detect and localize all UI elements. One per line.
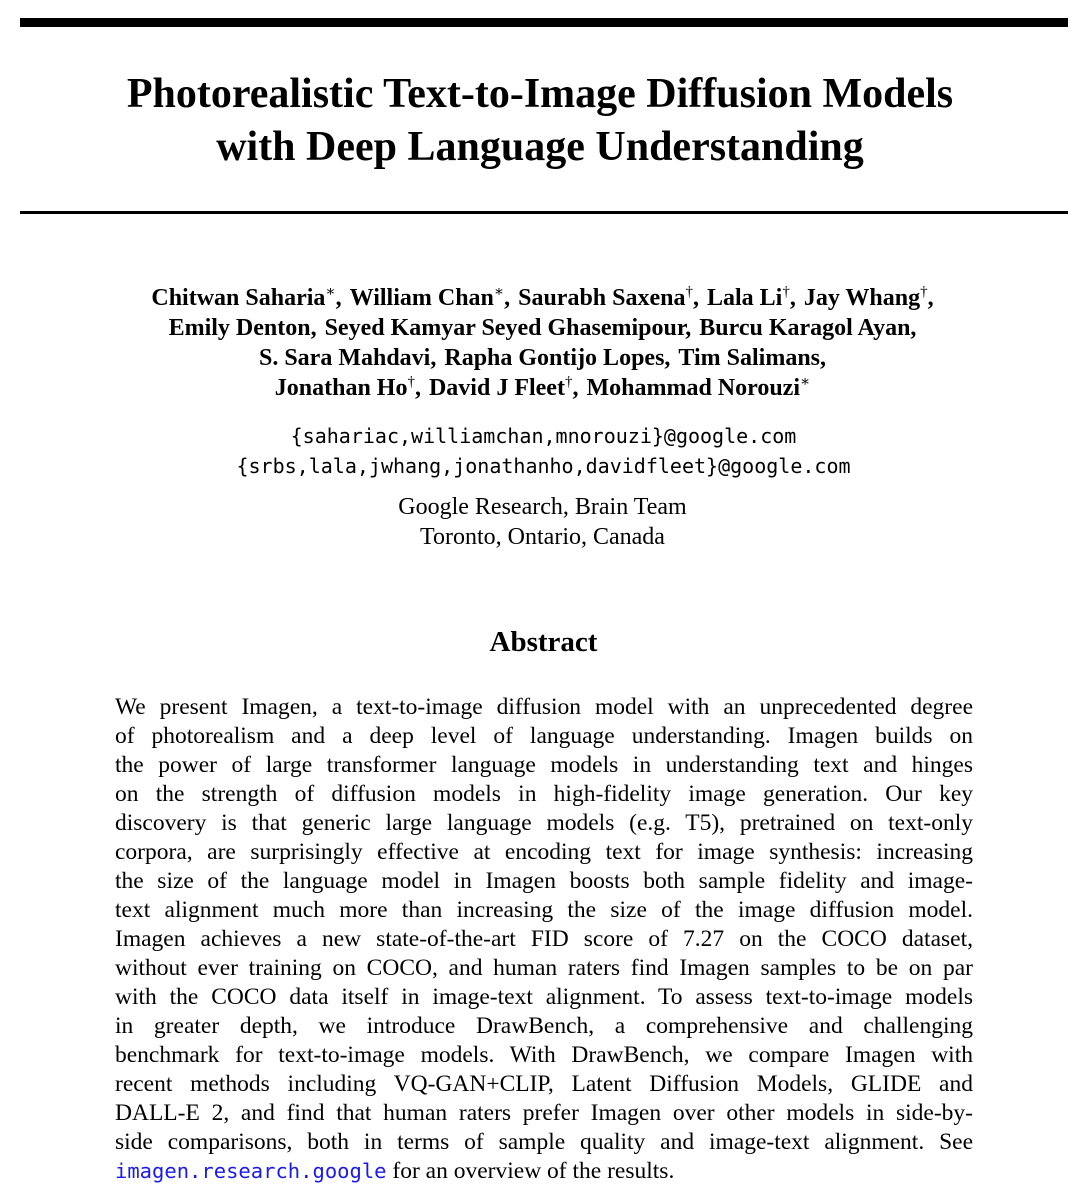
author <box>699 315 916 341</box>
author-line-4 <box>0 373 1080 403</box>
author-name: S. Sara Mahdavi <box>258 345 431 371</box>
author <box>325 315 692 341</box>
author-emails <box>0 421 1080 481</box>
abstract-line: without ever training on COCO, and human raters find Imagen samples to be on par <box>115 955 973 981</box>
abstract-line: the power of large transformer language models in understanding text and hinges <box>115 752 973 778</box>
affiliation <box>0 492 1080 552</box>
author-name: Mohammad Norouzi <box>586 375 801 401</box>
author-separator: , <box>685 315 692 341</box>
author-name: Saurabh Saxena <box>518 285 686 311</box>
author <box>586 375 810 401</box>
email-line-2: {srbs,lala,jwhang,jonathanho,davidfleet}@google.com <box>236 454 851 478</box>
abstract-line: recent methods including VQ-GAN+CLIP, Latent Diffusion Models, GLIDE and <box>115 1071 973 1097</box>
author <box>169 315 317 341</box>
author-separator: , <box>692 285 699 311</box>
author-separator: , <box>430 345 437 371</box>
affiliation-mark: ∗ <box>325 284 336 300</box>
paper-title <box>0 68 1080 174</box>
author-name: Jonathan Ho <box>274 375 408 401</box>
abstract-line: discovery is that generic large language models (e.g. T5), pretrained on text-only <box>115 810 973 836</box>
author-name: Seyed Kamyar Seyed Ghasemipour <box>324 315 686 341</box>
author-name: Chitwan Saharia <box>151 285 326 311</box>
author-separator: , <box>504 285 511 311</box>
abstract-line: DALL-E 2, and find that human raters prefer Imagen over other models in side-by- <box>115 1100 973 1126</box>
author-separator: , <box>927 285 934 311</box>
author <box>151 285 341 311</box>
author-separator: , <box>820 345 827 371</box>
author-list <box>0 283 1080 403</box>
author-line-3 <box>0 343 1080 373</box>
author <box>707 285 796 311</box>
affiliation-mark: † <box>782 284 790 300</box>
abstract-line: Imagen achieves a new state-of-the-art FID score of 7.27 on the COCO dataset, <box>115 926 973 952</box>
abstract-link-tail: for an overview of the results. <box>386 1158 675 1184</box>
abstract-line: We present Imagen, a text-to-image diffusion model with an unprecedented degree <box>115 694 973 720</box>
email-line-1: {sahariac,williamchan,mnorouzi}@google.com <box>290 424 797 448</box>
affiliation-line-2: Toronto, Ontario, Canada <box>420 524 665 550</box>
abstract-line: of photorealism and a deep level of language understanding. Imagen builds on <box>115 723 973 749</box>
author <box>444 345 670 371</box>
abstract-line: on the strength of diffusion models in high-fidelity image generation. Our key <box>115 781 973 807</box>
affiliation-mark: ∗ <box>493 284 505 300</box>
author-separator: , <box>335 285 342 311</box>
author-separator: , <box>664 345 671 371</box>
author <box>429 375 578 401</box>
author-name: David J Fleet <box>428 375 565 401</box>
author-separator: , <box>789 285 796 311</box>
author-line-1 <box>0 283 1080 313</box>
affiliation-mark: † <box>685 284 693 300</box>
abstract-line: in greater depth, we introduce DrawBench, a comprehensive and challenging <box>115 1013 973 1039</box>
author <box>678 345 826 371</box>
abstract-last-line <box>115 1157 973 1186</box>
author-name: Emily Denton <box>168 315 311 341</box>
affiliation-mark: † <box>564 374 573 390</box>
affiliation-line-1: Google Research, Brain Team <box>398 494 687 520</box>
author-separator: , <box>414 375 421 401</box>
author <box>518 285 699 311</box>
abstract-line: the size of the language model in Imagen boosts both sample fidelity and image- <box>115 868 973 894</box>
author <box>275 375 421 401</box>
top-rule <box>20 18 1068 27</box>
author-separator: , <box>910 315 917 341</box>
abstract-body <box>115 693 973 1186</box>
abstract-line: text alignment much more than increasing the size of the image diffusion model. <box>115 897 973 923</box>
abstract-line: corpora, are surprisingly effective at encoding text for image synthesis: increasing <box>115 839 973 865</box>
abstract-line: with the COCO data itself in image-text alignment. To assess text-to-image models <box>115 984 973 1010</box>
project-link[interactable]: imagen.research.google <box>115 1159 387 1183</box>
abstract-heading: Abstract <box>489 626 598 658</box>
affiliation-mark: ∗ <box>800 374 811 390</box>
author-line-2 <box>0 313 1080 343</box>
author-name: Jay Whang <box>803 285 921 311</box>
author-name: Rapha Gontijo Lopes <box>444 345 665 371</box>
author-name: Tim Salimans <box>678 345 821 371</box>
affiliation-mark: † <box>920 284 928 300</box>
author <box>350 285 510 311</box>
title-line-1: Photorealistic Text-to-Image Diffusion Models <box>126 71 954 117</box>
author <box>259 345 436 371</box>
author-name: Lala Li <box>706 285 783 311</box>
affiliation-mark: † <box>407 374 415 390</box>
author-name: Burcu Karagol Ayan <box>699 315 911 341</box>
title-bottom-rule <box>20 211 1068 214</box>
abstract-line: side comparisons, both in terms of sample quality and image-text alignment. See <box>115 1129 973 1155</box>
title-line-2: with Deep Language Understanding <box>216 124 864 170</box>
author <box>804 285 934 311</box>
author-separator: , <box>310 315 317 341</box>
author-name: William Chan <box>349 285 494 311</box>
abstract-line: benchmark for text-to-image models. With DrawBench, we compare Imagen with <box>115 1042 973 1068</box>
author-separator: , <box>572 375 579 401</box>
